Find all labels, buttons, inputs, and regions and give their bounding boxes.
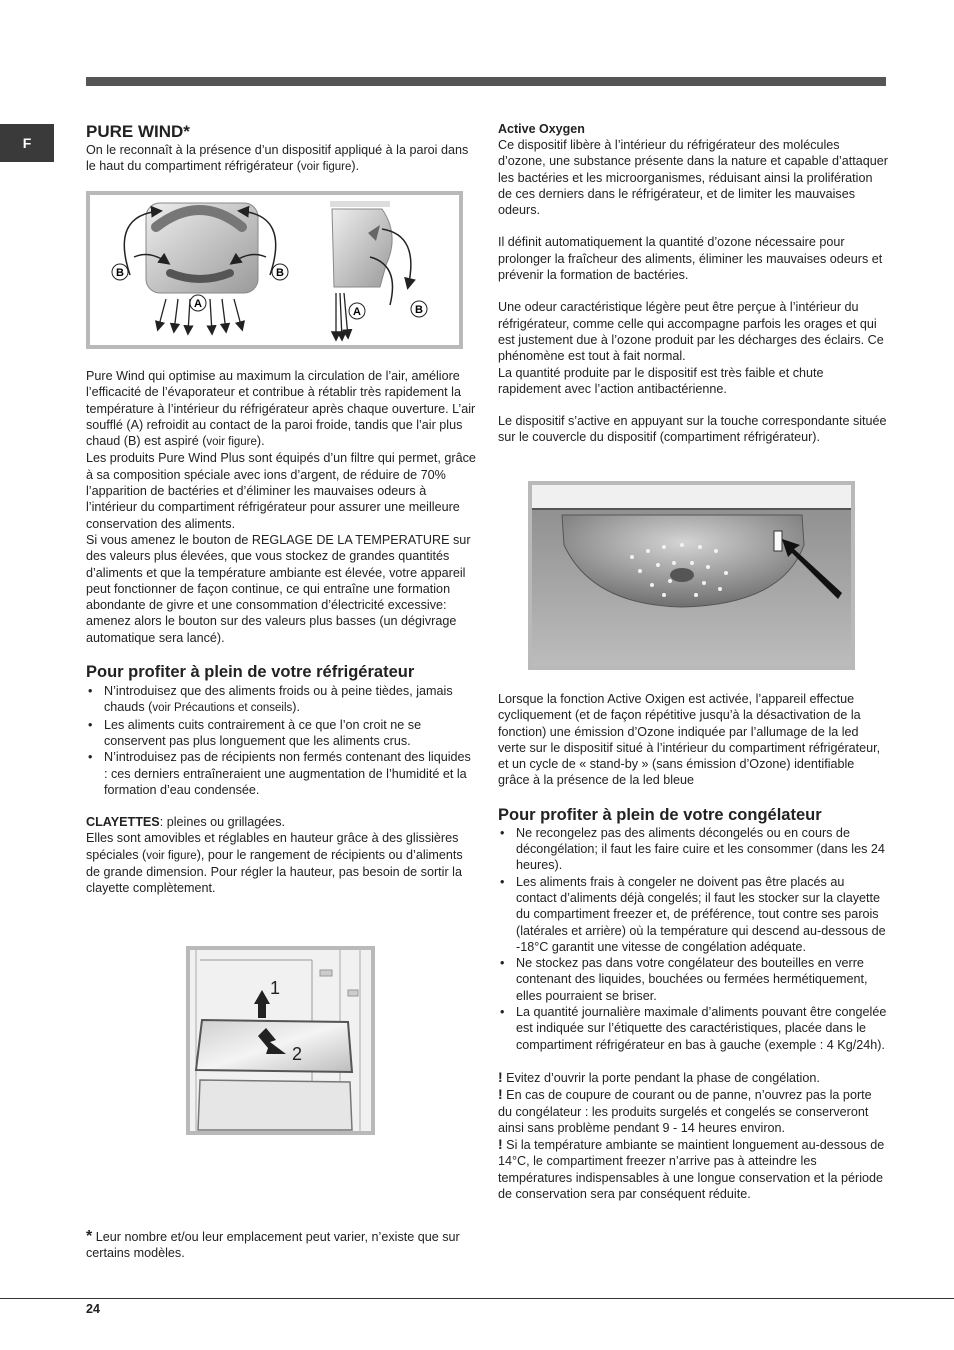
list-item: • La quantité journalière maximale d’aliments pouvant être congelée est indiquée sur l’étiquette des caractéristiques, placée dans le compartiment réfrigérateur en bas à gauche (exemple : 4 Kg/24h). — [498, 1004, 888, 1053]
label-a-front: A — [194, 298, 202, 310]
figure-reference: voir figure — [146, 849, 197, 862]
active-oxygen-paragraph-5: Lorsque la fonction Active Oxigen est activée, l’appareil effectue cycliquement (et de façon répétitive jusqu’à la désactivation de la fonction) une émission d’Ozone indiquée par l’allumage de la led verte sur le dispositif situé à l’intérieur du compartiment réfrigérateur, et un cycle de « stand-by » (sans émission d’Ozone) identifiable grâce à la présence de la led bleue — [498, 692, 881, 788]
active-oxygen-paragraph-2: Il définit automatiquement la quantité d’ozone nécessaire pour prolonger la fraîcheur des aliments, éliminer les mauvaises odeurs et prévenir la formation de bactéries. — [498, 235, 883, 283]
warning-3: ! Si la température ambiante se maintient longuement au-dessous de 14°C, le compartiment freezer n’arrive pas à atteindre les températures indispensables à une longue conservation et la période de conservation sera par conséquent réduite. — [498, 1136, 885, 1202]
clayettes-paragraph: Elles sont amovibles et réglables en hauteur grâce à des glissières spéciales (voir figure), pour le rangement de récipients ou d’aliments de grande dimension. Pour régler la hauteur, pas besoin de sortir la clayette complètement. — [86, 831, 463, 896]
pure-wind-paragraph-1: Pure Wind qui optimise au maximum la circulation de l’air, améliore l’efficacité de l’évaporateur et contribue à rétablir très rapidement la température à l’intérieur du réfrigérateur après chaque ouverture. L’air soufflé (A) refroidit au contact de la paroi froide, tandis que l’air plus chaud (B) est aspiré (voir figure). — [86, 369, 476, 449]
language-tab-label: F — [22, 135, 32, 151]
step-2-label: 2 — [292, 1044, 303, 1064]
warning-2: ! En cas de coupure de courant ou de panne, n’ouvrez pas la porte du congélateur : les produits surgelés et congelés se conserveront ainsi sans problème pendant 9 - 14 heures environ. — [498, 1086, 872, 1135]
step-1-label: 1 — [270, 978, 281, 998]
list-item: • N’introduisez pas de récipients non fermés contenant des liquides : ces derniers entraîneraient une augmentation de l’humidité et la formation d’eau condensée. — [86, 749, 476, 798]
label-b-right: B — [276, 267, 284, 279]
label-a-side: A — [353, 306, 361, 318]
warning-icon: ! — [498, 1136, 503, 1153]
precautions-reference: voir Précautions et conseils — [152, 702, 293, 715]
active-oxygen-section — [498, 122, 888, 446]
fridge-tips-list — [86, 683, 476, 798]
pure-wind-paragraph-2: Les produits Pure Wind Plus sont équipés d’un filtre qui permet, grâce à sa composition spéciale avec ions d’argent, de réduire de 70% l’apparition de bactéries et d’éliminer les mauvaises odeurs à l’intérieur du compartiment réfrigérateur pour assurer une meilleure conservation des aliments. — [86, 451, 476, 531]
figure-reference: voir figure — [300, 161, 352, 174]
pure-wind-diagram — [90, 195, 459, 345]
clayettes-heading: CLAYETTES: pleines ou grillagées. — [86, 815, 286, 830]
shelf-figure — [186, 946, 375, 1135]
pure-wind-paragraph-3: Si vous amenez le bouton de REGLAGE DE LA TEMPERATURE sur des valeurs plus élevées, que vous stockez de grandes quantités d’aliments et que la température ambiante est élevée, votre appareil peut fonctionner de façon continue, ce qui entraîne une formation abondante de givre et une consommation d’électricité excessive: amenez alors le bouton sur des valeurs plus basses (un dégivrage automatique sera lancé). — [86, 532, 471, 645]
pure-wind-intro-text: On le reconnaît à la présence d’un dispositif appliqué à la paroi dans le haut du compartiment réfrigérateur (voir figure). — [86, 143, 469, 174]
freezer-tips-list — [498, 825, 888, 1053]
pure-wind-intro — [86, 122, 476, 176]
shelf-diagram — [190, 950, 371, 1131]
list-item: • N’introduisez que des aliments froids ou à peine tièdes, jamais chauds (voir Précautions et conseils). — [86, 683, 476, 717]
footnote-text: Leur nombre et/ou leur emplacement peut varier, n’existe que sur certains modèles. — [86, 1230, 460, 1261]
active-oxygen-paragraph-1: Ce dispositif libère à l’intérieur du réfrigérateur des molécules d’ozone, une substance présente dans la nature et capable d’attaquer les bactéries et les microorganismes, réduisant ainsi la prolifération de ces derniers dans le réfrigérateur, et de limiter les mauvaises odeurs. — [498, 138, 888, 218]
active-oxygen-device-image — [532, 485, 851, 666]
label-b-side: B — [415, 304, 423, 316]
top-rule — [86, 77, 886, 86]
footnote-star: * — [86, 1228, 93, 1245]
list-item: • Les aliments frais à congeler ne doivent pas être placés au contact d’aliments déjà congelés; il faut les stocker sur la clayette du compartiment freezer et, de préférence, tout contre ses parois (latérales et arrière) où la température qui descend au-dessous de -18°C garantit une vitesse de congélation adéquate. — [498, 874, 888, 955]
list-item: • Ne stockez pas dans votre congélateur des bouteilles en verre contenant des liquides, bouchées ou fermées hermétiquement, elles pourraient se briser. — [498, 955, 888, 1004]
active-oxygen-figure — [528, 481, 855, 670]
warning-1: ! Evitez d’ouvrir la porte pendant la phase de congélation. — [498, 1068, 820, 1085]
footnote — [86, 1229, 476, 1262]
active-oxygen-title: Active Oxygen — [498, 122, 585, 136]
bottom-rule — [0, 1298, 954, 1299]
pure-wind-body — [86, 368, 476, 897]
active-oxygen-paragraph-4: Le dispositif s’active en appuyant sur la touche correspondante située sur le couvercle du dispositif (compartiment réfrigérateur). — [498, 414, 887, 445]
page-number: 24 — [86, 1302, 100, 1316]
clayettes-label: CLAYETTES — [86, 815, 160, 830]
active-oxygen-paragraph-3b: La quantité produite par le dispositif est très faible et chute rapidement avec l’action antibactérienne. — [498, 365, 824, 396]
active-oxygen-paragraph-3: Une odeur caractéristique légère peut être perçue à l’intérieur du réfrigérateur, comme celle qui accompagne parfois les orages et qui est justement due à l’ozone produit par les décharges des éclairs. Ce phénomène est tout à fait normal. — [498, 300, 884, 364]
figure-reference: voir figure — [206, 436, 257, 449]
warning-icon: ! — [498, 1068, 503, 1085]
pure-wind-figure — [86, 191, 463, 349]
pure-wind-title: PURE WIND* — [86, 122, 190, 141]
freezer-section-title: Pour profiter à plein de votre congélateur — [498, 805, 822, 824]
list-item: • Ne recongelez pas des aliments décongelés ou en cours de décongélation; il faut les faire cuire et les consommer (dans les 24 heures). — [498, 825, 888, 874]
fridge-section-title: Pour profiter à plein de votre réfrigérateur — [86, 663, 415, 682]
freezer-section — [498, 691, 888, 1202]
label-b-left: B — [116, 267, 124, 279]
language-tab — [0, 124, 54, 162]
warning-icon: ! — [498, 1086, 503, 1103]
list-item: • Les aliments cuits contrairement à ce que l’on croit ne se conservent pas plus longuement que les aliments crus. — [86, 717, 476, 750]
